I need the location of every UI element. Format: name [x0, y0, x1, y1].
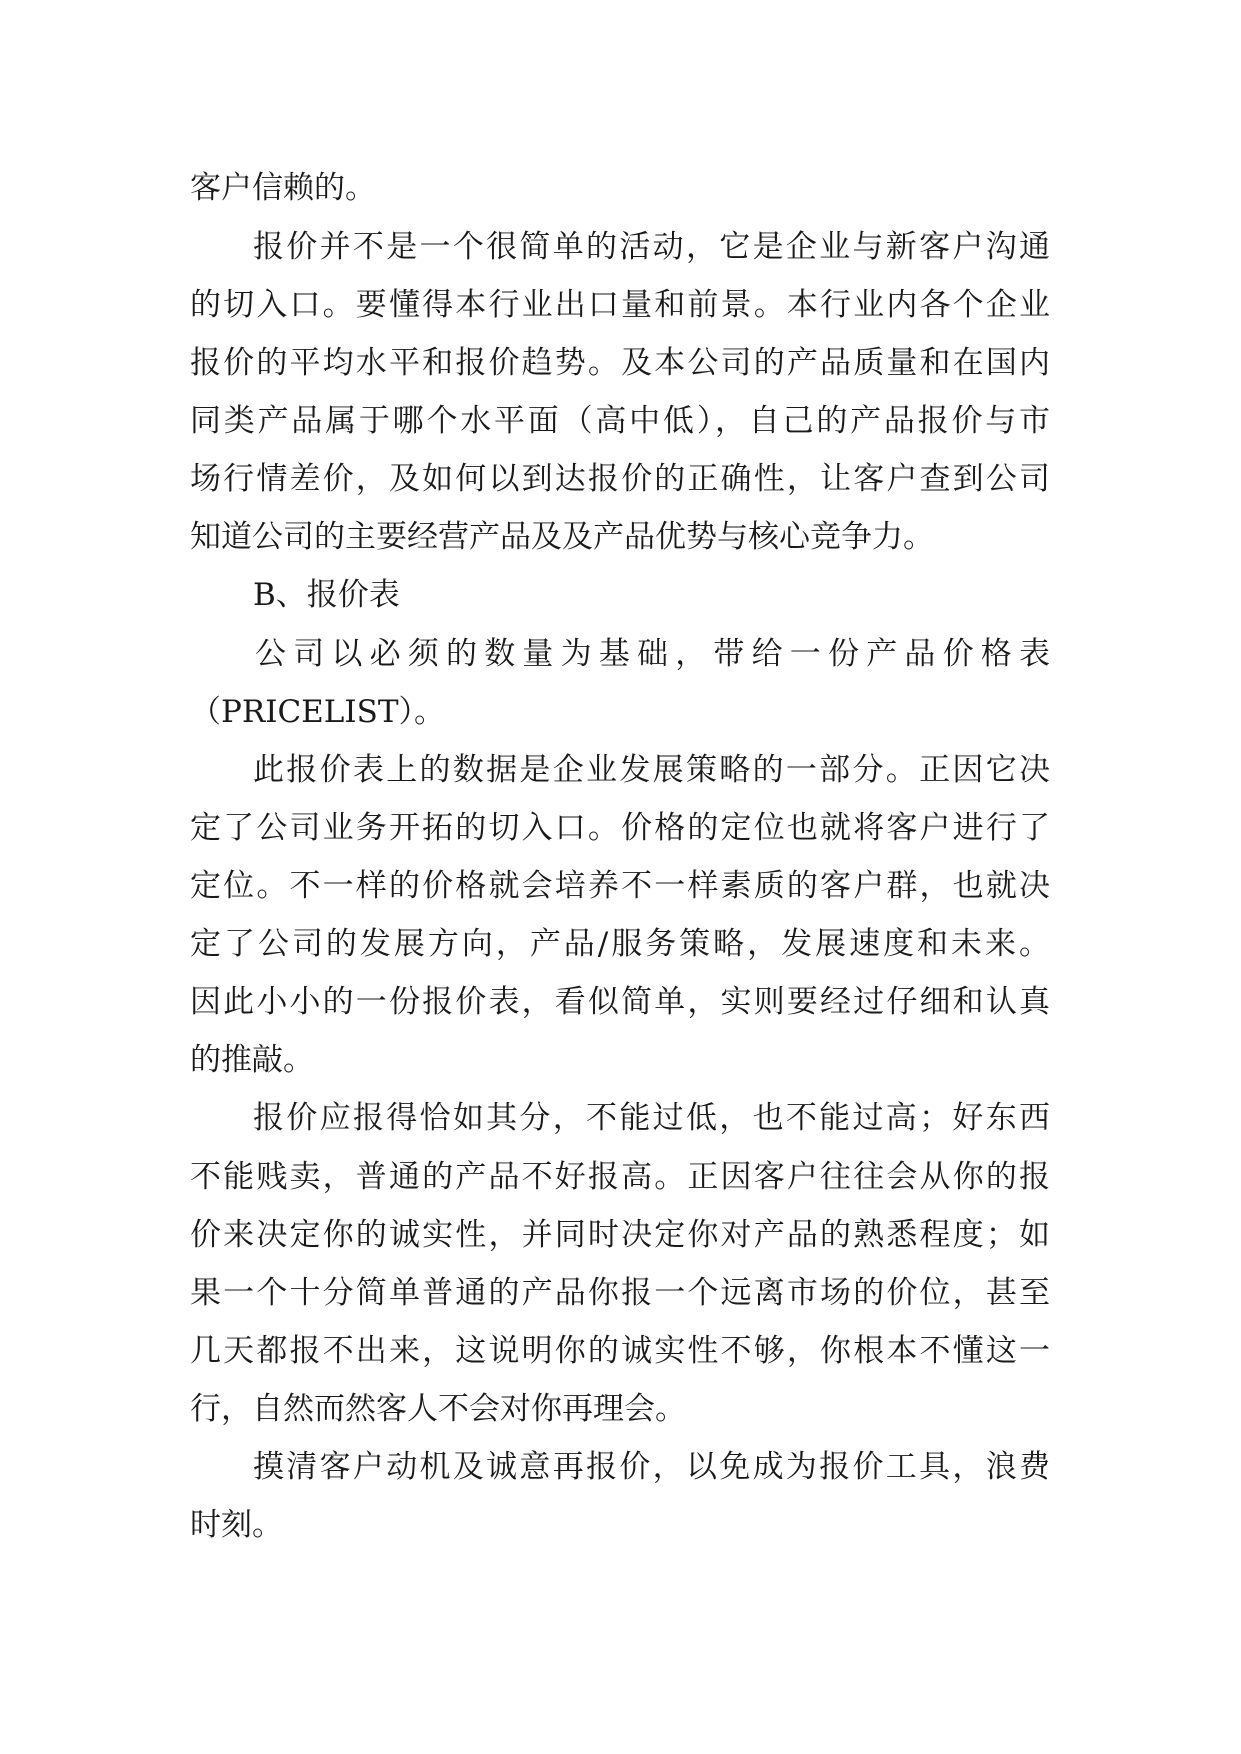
paragraph-line: 定了公司业务开拓的切入口。价格的定位也就将客户进行了	[190, 810, 1050, 846]
paragraph-line: 公司以必须的数量为基础，带给一份产品价格表	[255, 636, 1050, 672]
paragraph-line: 因此小小的一份报价表，看似简单，实则要经过仔细和认真	[190, 984, 1050, 1020]
paragraph-line: （PRICELIST）。	[190, 694, 446, 730]
paragraph-line: 行，自然而然客人不会对你再理会。	[190, 1391, 686, 1427]
paragraph-line: 几天都报不出来，这说明你的诚实性不够，你根本不懂这一	[190, 1333, 1050, 1369]
paragraph-line: 的推敲。	[190, 1042, 314, 1078]
paragraph-line: 摸清客户动机及诚意再报价，以免成为报价工具，浪费	[253, 1449, 1050, 1485]
paragraph-line: 报价的平均水平和报价趋势。及本公司的产品质量和在国内	[190, 345, 1050, 381]
paragraph-line: 报价并不是一个很简单的活动，它是企业与新客户沟通	[253, 229, 1050, 265]
paragraph-line: 客户信赖的。	[190, 170, 376, 206]
paragraph-line: 时刻。	[190, 1507, 283, 1543]
paragraph-line: 场行情差价，及如何以到达报价的正确性，让客户查到公司	[190, 461, 1050, 497]
paragraph-line: 果一个十分简单普通的产品你报一个远离市场的价位，甚至	[190, 1275, 1050, 1311]
paragraph-line: 价来决定你的诚实性，并同时决定你对产品的熟悉程度；如	[190, 1217, 1050, 1253]
paragraph-line: 此报价表上的数据是企业发展策略的一部分。正因它决	[253, 752, 1050, 788]
paragraph-line: 定位。不一样的价格就会培养不一样素质的客户群，也就决	[190, 868, 1050, 904]
section-heading: B、报价表	[253, 577, 400, 613]
paragraph-line: 同类产品属于哪个水平面（高中低），自己的产品报价与市	[190, 403, 1050, 439]
paragraph-line: 知道公司的主要经营产品及及产品优势与核心竞争力。	[190, 519, 934, 555]
paragraph-line: 不能贱卖，普通的产品不好报高。正因客户往往会从你的报	[190, 1159, 1050, 1195]
paragraph-line: 报价应报得恰如其分，不能过低，也不能过高；好东西	[253, 1100, 1050, 1136]
paragraph-line: 定了公司的发展方向，产品/服务策略，发展速度和未来。	[190, 926, 1050, 962]
paragraph-line: 的切入口。要懂得本行业出口量和前景。本行业内各个企业	[190, 287, 1050, 323]
